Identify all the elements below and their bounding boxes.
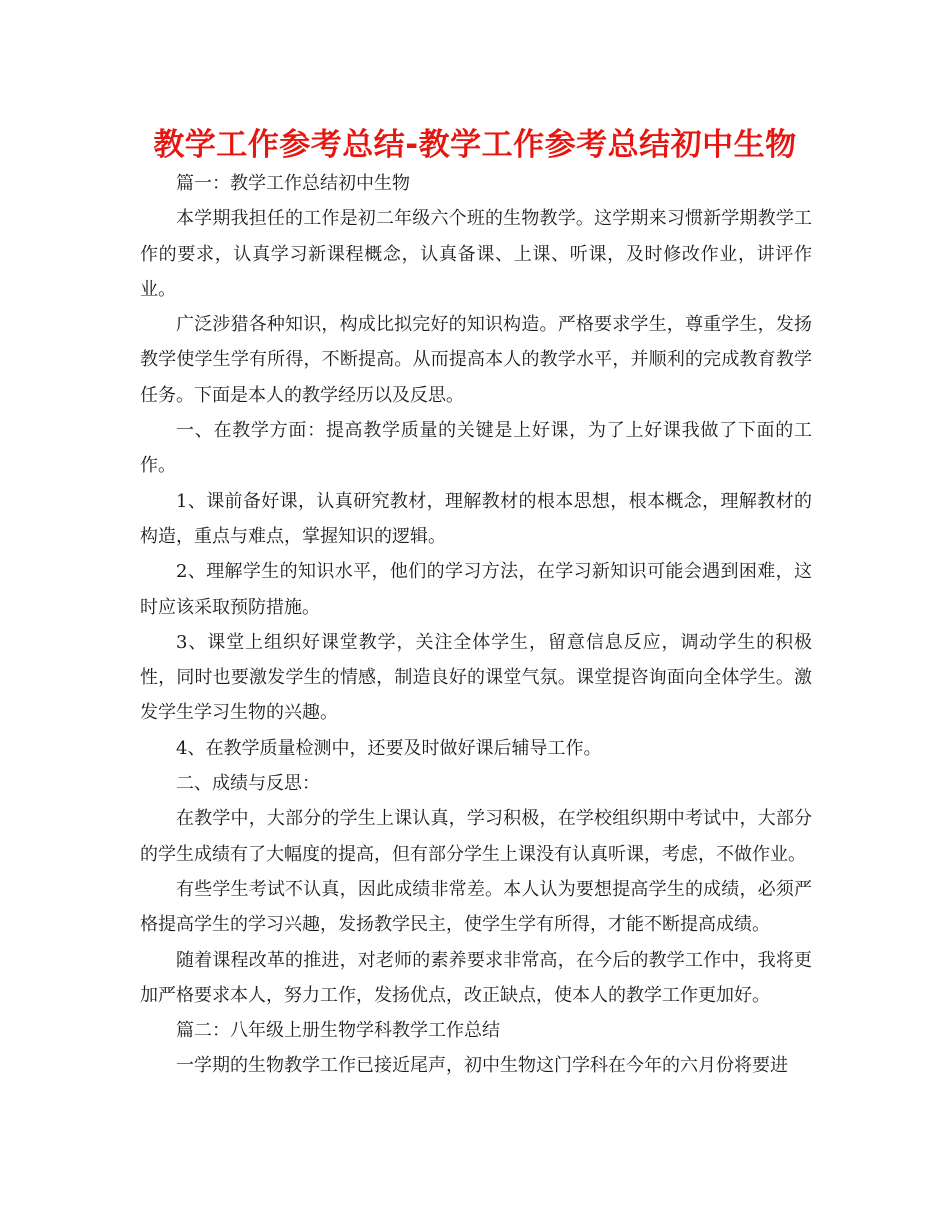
paragraph: 3、课堂上组织好课堂教学，关注全体学生，留意信息反应，调动学生的积极性，同时也要激发学生的情感，制造良好的课堂气氛。课堂提咨询面向全体学生。激发学生学习生物的兴趣。: [140, 631, 812, 724]
paragraph-section-heading: 篇二：八年级上册生物学科教学工作总结: [176, 1020, 500, 1042]
paragraph: 本学期我担任的工作是初二年级六个班的生物教学。这学期来习惯新学期教学工作的要求，认真学习新课程概念，认真备课、上课、听课，及时修改作业，讲评作业。: [140, 208, 812, 300]
paragraph: 随着课程改革的推进，对老师的素养要求非常高，在今后的教学工作中，我将更加严格要求本人，努力工作，发扬优点，改正缺点，使本人的教学工作更加好。: [140, 949, 812, 1006]
document-body: [140, 166, 812, 1084]
paragraph: 一学期的生物教学工作已接近尾声，初中生物这门学科在今年的六月份将要进: [176, 1055, 788, 1077]
paragraph: 广泛涉猎各种知识，构成比拟完好的知识构造。严格要求学生，尊重学生，发扬教学使学生学有所得，不断提高。从而提高本人的教学水平，并顺利的完成教育教学任务。下面是本人的教学经历以及反思。: [140, 314, 812, 406]
paragraph: 4、在教学质量检测中，还要及时做好课后辅导工作。: [176, 737, 602, 759]
paragraph: 2、理解学生的知识水平，他们的学习方法，在学习新知识可能会遇到困难，这时应该采取预防措施。: [140, 561, 812, 618]
paragraph: 一、在教学方面：提高教学质量的关键是上好课，为了上好课我做了下面的工作。: [140, 420, 812, 477]
paragraph: 在教学中，大部分的学生上课认真，学习积极，在学校组织期中考试中，大部分的学生成绩有了大幅度的提高，但有部分学生上课没有认真听课，考虑，不做作业。: [140, 808, 812, 865]
paragraph: 有些学生考试不认真，因此成绩非常差。本人认为要想提高学生的成绩，必须严格提高学生的学习兴趣，发扬教学民主，使学生学有所得，才能不断提高成绩。: [140, 878, 812, 936]
paragraph-section-heading: 篇一：教学工作总结初中生物: [176, 173, 410, 194]
paragraph: 1、课前备好课，认真研究教材，理解教材的根本思想，根本概念，理解教材的构造，重点与难点，掌握知识的逻辑。: [140, 490, 812, 547]
paragraph-subheading: 二、成绩与反思：: [176, 773, 320, 795]
document-title: 教学工作参考总结-教学工作参考总结初中生物: [153, 127, 797, 163]
